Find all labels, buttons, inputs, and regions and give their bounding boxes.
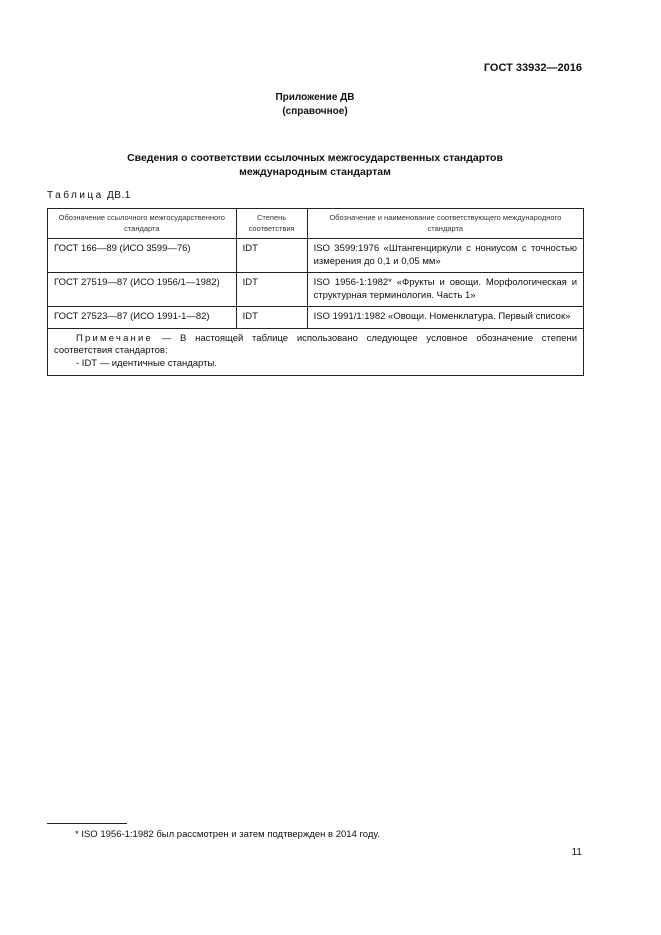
table-row — [48, 273, 584, 307]
table-caption-word: Таблица — [47, 190, 104, 201]
appendix-block — [0, 91, 630, 119]
standards-table — [47, 208, 584, 376]
note-text: — В настоящей таблице использовано следующее условное обозначение степени соответствия стандартов: — [54, 332, 577, 356]
appendix-title: Приложение ДВ — [275, 92, 355, 103]
table-header-row — [48, 209, 584, 239]
table-caption — [47, 190, 131, 201]
header-intl: Обозначение и наименование соответствующего международного стандарта — [307, 209, 583, 239]
cell-degree: IDT — [236, 239, 307, 273]
cell-gost: ГОСТ 27523—87 (ИСО 1991-1—82) — [48, 307, 237, 329]
header-degree: Степень соответствия — [236, 209, 307, 239]
cell-degree: IDT — [236, 307, 307, 329]
cell-gost: ГОСТ 27519—87 (ИСО 1956/1—1982) — [48, 273, 237, 307]
section-heading-line2: международным стандартам — [239, 166, 391, 178]
header-gost: Обозначение ссылочного межгосударственного стандарта — [48, 209, 237, 239]
section-heading-line1: Сведения о соответствии ссылочных межгосударственных стандартов — [127, 152, 503, 164]
cell-gost: ГОСТ 166—89 (ИСО 3599—76) — [48, 239, 237, 273]
cell-intl: ISO 1991/1:1982 «Овощи. Номенклатура. Первый список» — [307, 307, 583, 329]
table-row — [48, 239, 584, 273]
footnote-rule — [47, 823, 127, 824]
note-lead: Примечание — [76, 332, 153, 344]
cell-intl: ISO 3599:1976 «Штангенциркули с нониусом с точностью измерения до 0,1 и 0,05 мм» — [307, 239, 583, 273]
cell-intl: ISO 1956-1:1982* «Фрукты и овощи. Морфологическая и структурная терминология. Часть 1» — [307, 273, 583, 307]
section-heading — [0, 151, 630, 179]
table-caption-number: ДВ.1 — [107, 190, 131, 201]
note-item: - IDT — идентичные стандарты. — [76, 357, 217, 369]
standard-designation: ГОСТ 33932—2016 — [483, 62, 582, 74]
footnote: * ISO 1956-1:1982 был рассмотрен и затем подтвержден в 2014 году. — [75, 829, 380, 840]
page-number: 11 — [571, 847, 582, 858]
cell-degree: IDT — [236, 273, 307, 307]
appendix-subtitle: (справочное) — [282, 106, 348, 117]
table-note — [48, 328, 584, 376]
table-note-row — [48, 328, 584, 376]
table-row — [48, 307, 584, 329]
